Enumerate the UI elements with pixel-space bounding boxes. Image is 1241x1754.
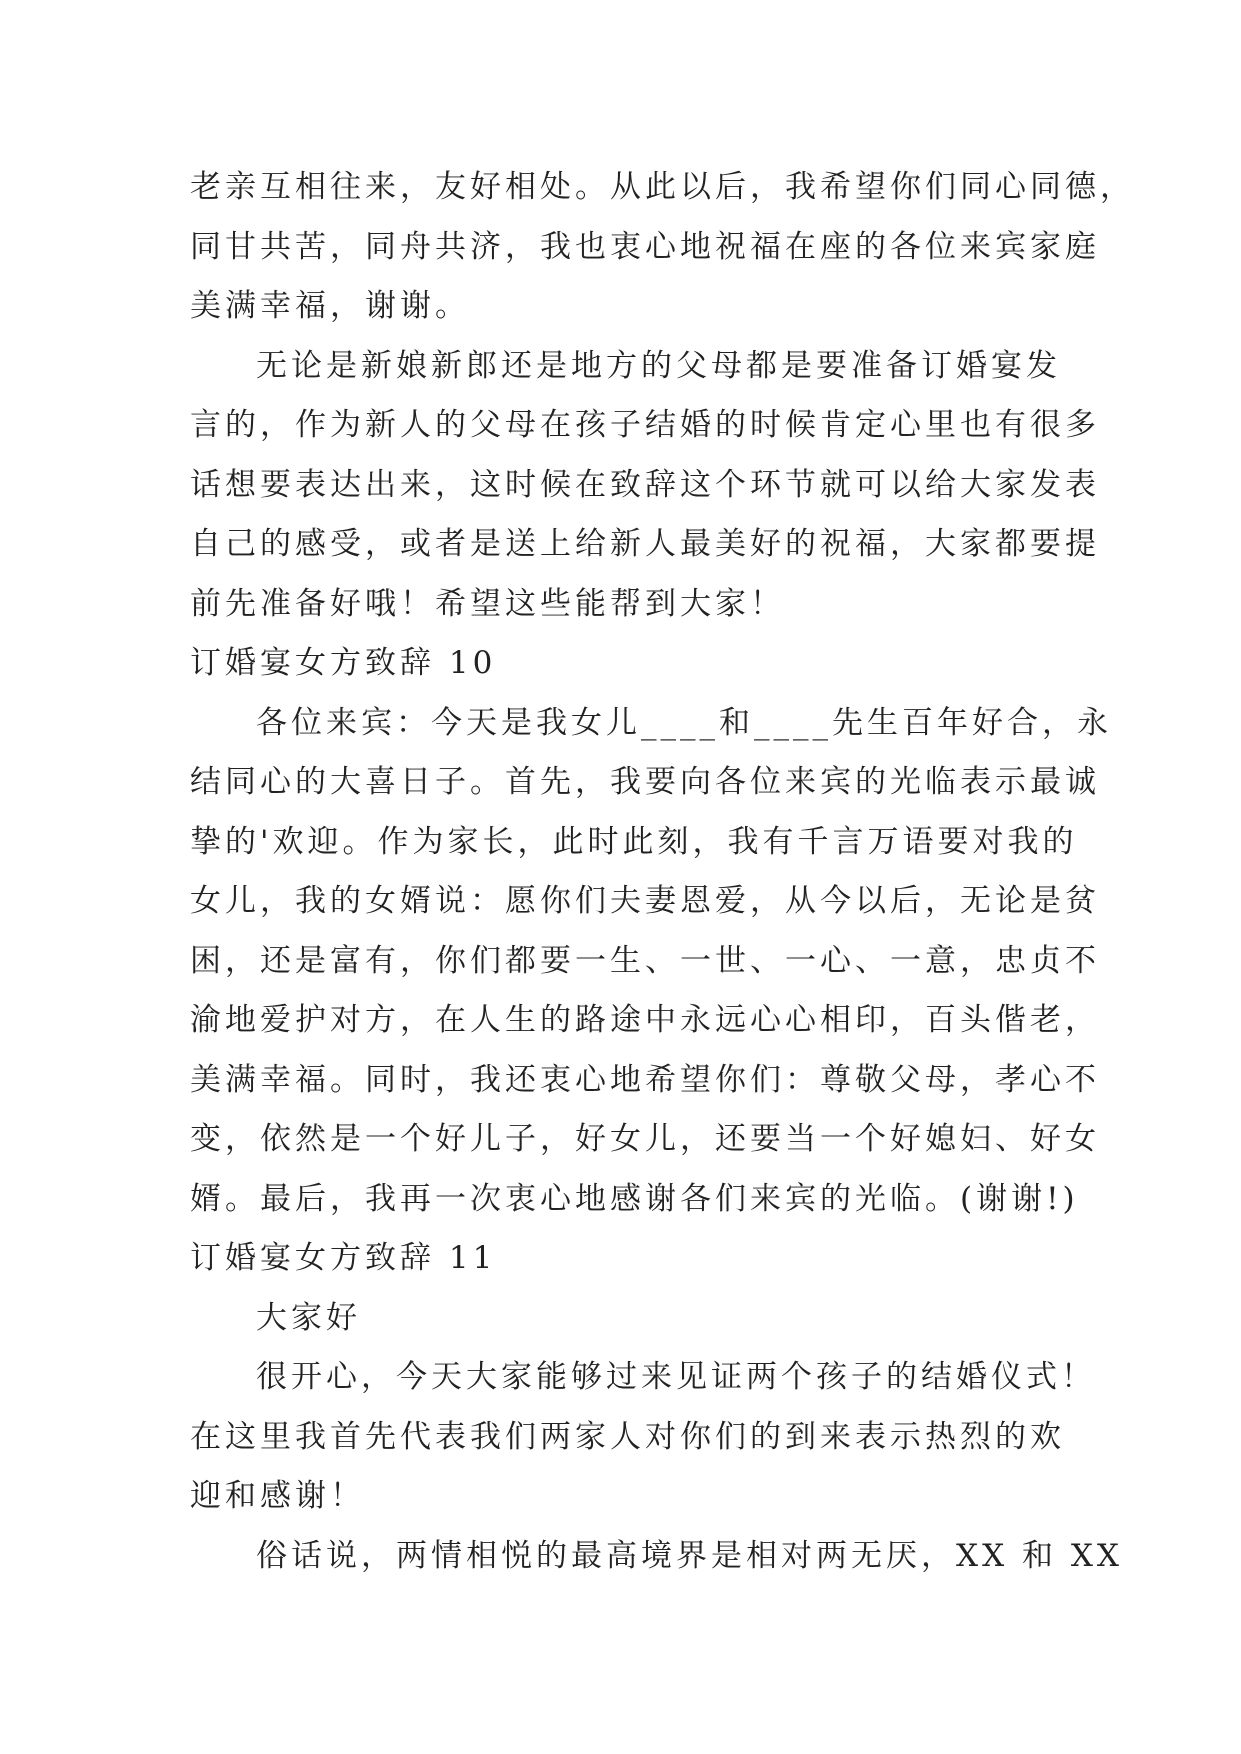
section-heading: 订婚宴女方致辞 10 (190, 645, 497, 681)
text-line: 言的，作为新人的父母在孩子结婚的时候肯定心里也有很多 (190, 407, 1100, 443)
paragraph-start-line: 各位来宾：今天是我女儿____和____先生百年好合，永 (256, 704, 1112, 741)
text-line: 变，依然是一个好儿子，好女儿，还要当一个好媳妇、好女 (190, 1121, 1100, 1157)
text-line: 结同心的大喜日子。首先，我要向各位来宾的光临表示最诚 (190, 764, 1100, 800)
text-line: 挚的'欢迎。作为家长，此时此刻，我有千言万语要对我的 (190, 823, 1078, 860)
text-line: 美满幸福。同时，我还衷心地希望你们：尊敬父母，孝心不 (190, 1061, 1100, 1098)
text-line: 老亲互相往来，友好相处。从此以后，我希望你们同心同德， (190, 169, 1135, 205)
paragraph-start-line: 大家好 (256, 1299, 361, 1336)
text-line: 迎和感谢！ (190, 1478, 365, 1514)
text-line: 自己的感受，或者是送上给新人最美好的祝福，大家都要提 (190, 526, 1100, 562)
document-body (190, 158, 1135, 1586)
text-line: 同甘共苦，同舟共济，我也衷心地祝福在座的各位来宾家庭 (190, 228, 1100, 265)
text-line: 困，还是富有，你们都要一生、一世、一心、一意，忠贞不 (190, 942, 1100, 979)
paragraph-start-line: 俗话说，两情相悦的最高境界是相对两无厌，XX 和 XX (256, 1537, 1123, 1574)
paragraph-start-line: 很开心，今天大家能够过来见证两个孩子的结婚仪式！ (256, 1359, 1096, 1395)
paragraph-start-line: 无论是新娘新郎还是地方的父母都是要准备订婚宴发 (256, 347, 1061, 384)
text-line: 在这里我首先代表我们两家人对你们的到来表示热烈的欢 (190, 1418, 1065, 1455)
text-line: 渝地爱护对方，在人生的路途中永远心心相印，百头偕老， (190, 1002, 1100, 1038)
section-heading: 订婚宴女方致辞 11 (190, 1240, 497, 1276)
text-line: 前先准备好哦！希望这些能帮到大家！ (190, 585, 785, 622)
text-line: 话想要表达出来，这时候在致辞这个环节就可以给大家发表 (190, 466, 1100, 503)
text-line: 婿。最后，我再一次衷心地感谢各们来宾的光临。(谢谢!) (190, 1180, 1079, 1217)
text-line: 女儿，我的女婿说：愿你们夫妻恩爱，从今以后，无论是贫 (190, 883, 1100, 919)
text-line: 美满幸福，谢谢。 (190, 288, 470, 324)
